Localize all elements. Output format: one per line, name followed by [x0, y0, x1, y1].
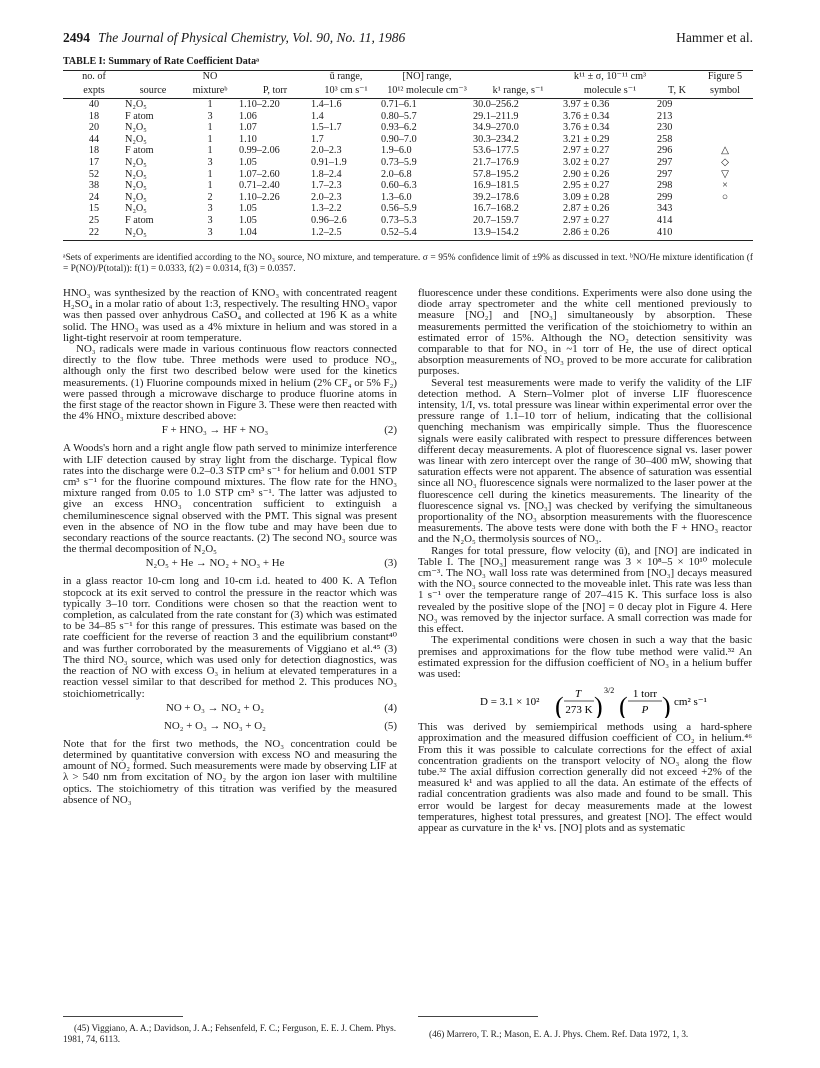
cell-pressure: 1.05 [239, 203, 257, 215]
cell-k1-range: 21.7–176.9 [473, 156, 519, 168]
cell-velocity: 0.91–1.9 [311, 156, 347, 168]
author-running-head: Hammer et al. [676, 30, 753, 45]
table-row [63, 192, 753, 204]
cell-k11: 3.76 ± 0.34 [563, 122, 610, 134]
cell-pressure: 0.99–2.06 [239, 145, 280, 157]
table-row [63, 215, 753, 227]
table-bottom-rule [63, 240, 753, 241]
cell-mixture: 2 [207, 191, 213, 203]
cell-k1-range: 57.8–195.2 [473, 168, 519, 180]
cell-symbol: ◇ [721, 156, 729, 168]
cell-source: N₂O₅ [125, 168, 147, 180]
equation-number: (2) [384, 424, 397, 437]
cell-pressure: 1.07–2.60 [239, 168, 280, 180]
cell-velocity: 1.4 [311, 110, 324, 122]
col-head [125, 71, 181, 85]
cell-k1-range: 13.9–154.2 [473, 226, 519, 238]
col-head: molecule s⁻¹ [563, 85, 657, 99]
cell-velocity: 2.0–2.3 [311, 191, 342, 203]
right-column [418, 288, 752, 834]
running-header [63, 30, 753, 48]
cell-velocity: 1.5–1.7 [311, 122, 342, 134]
equation-2 [63, 425, 397, 439]
cell-no-range: 1.9–6.0 [381, 145, 412, 157]
cell-velocity: 1.3–2.2 [311, 203, 342, 215]
cell-source: F atom [125, 214, 154, 226]
table-row [63, 111, 753, 123]
paragraph: A Woods's horn and a right angle flow path served to minimize interference with LIF detection caused by stray light from the discharge. Typical flow rates into the discharge were 0.2–0.3 STP cm³ s⁻¹ for helium and 0.001 STP cm³ s⁻¹ for the fluorine compound mixtures. The flow rate for the HNO₃ mixture ranged from 0.05 to 1.0 STP cm³ s⁻¹. The latter was adjusted to give an excess HNO₃ concentration sufficient to extinguish a chemiluminescence signal observed with the PMT. This signal was present even in the absence of NO in the flow tube and may have been due to secondary reactions of the source reactants. (2) The second NO₃ source was the thermal decomposition of N₂O₅ [63, 442, 397, 556]
cell-velocity: 1.2–2.5 [311, 226, 342, 238]
col-head: Figure 5 [707, 71, 743, 82]
cell-expts: 40 [88, 99, 100, 110]
table-row [63, 169, 753, 181]
cell-mixture: 1 [207, 145, 213, 157]
cell-mixture: 1 [207, 168, 213, 180]
cell-k11: 2.97 ± 0.27 [563, 214, 610, 226]
cell-k11: 3.97 ± 0.36 [563, 99, 610, 110]
cell-mixture: 1 [207, 99, 213, 110]
table-row [63, 145, 753, 157]
paragraph: HNO₃ was synthesized by the reaction of KNO₃ with concentrated reagent H₂SO₄ in a molar ratio of about 1:3, respectively. The resulting HNO₃ vapor was then passed over anhydrous CaSO₄ and collected at 196 K as a white solid. The HNO₃ was used as a 4% mixture in helium and was stored in a light-tight reservoir at room temperature. [63, 287, 397, 344]
cell-source: N₂O₅ [125, 133, 147, 145]
cell-pressure: 0.71–2.40 [239, 180, 280, 192]
table-row [63, 227, 753, 241]
cell-no-range: 0.56–5.9 [381, 203, 417, 215]
cell-velocity: 2.0–2.3 [311, 145, 342, 157]
cell-symbol: ▽ [721, 168, 729, 180]
equation-3 [63, 558, 397, 572]
cell-k11: 2.95 ± 0.27 [563, 180, 610, 192]
cell-velocity: 1.7 [311, 133, 324, 145]
cell-k11: 3.76 ± 0.34 [563, 110, 610, 122]
cell-pressure: 1.05 [239, 156, 257, 168]
paragraph: in a glass reactor 10-cm long and 10-cm i.d. heated to 400 K. A Teflon stopcock at its exit served to control the pressure in the reactor which was typically 3–10 torr. Conditions were chosen so that the reaction went to completion, as calculated from the rate constant for (3) which was estimated to be 34–85 s⁻¹ for this range of pressures. This estimate was based on the rate coefficient for the reverse of reaction 3 and the equilibrium constant⁴⁰ and was further corroborated by the measurements of Viggiano et al.⁴⁵ (3) The third NO₃ source, which was used only for detection diagnostics, was the reaction of NO with excess O₃ in helium at elevated temperatures in a reaction vessel similar to that described for method 2. This produces NO₃ stoichiometrically: [63, 575, 397, 700]
cell-velocity: 0.96–2.6 [311, 214, 347, 226]
cell-symbol: △ [721, 145, 729, 157]
cell-temperature: 414 [657, 214, 673, 226]
footnote-rule [418, 1016, 538, 1017]
cell-no-range: 0.90–7.0 [381, 133, 417, 145]
cell-symbol [697, 134, 753, 146]
col-head [473, 71, 563, 85]
paragraph: This was derived by semiempirical methods using a hard-sphere approximation and the measured diffusion coefficient of CO₂ in helium.⁴⁶ From this it was possible to calculate corrections for the effect of axial concentration gradients on the transport velocity of NO₃ along the flow tube.³² The axial diffusion correction generally did not exceed +2% of the measured k¹ and was applied to all the data. An estimate of the effects of radial concentration gradients was also made and found to be small. This error would be largest for decay measurements made at the lowest temperatures, highest total pressures, and greatest [NO]. The effect would appear as curvature in the k¹ vs. [NO] plots and as systematic [418, 721, 752, 834]
cell-k11: 3.09 ± 0.28 [563, 191, 610, 203]
equation-number: (4) [384, 701, 397, 714]
table-title: TABLE I: Summary of Rate Coefficient Dataᵃ [63, 56, 260, 67]
cell-k1-range: 16.9–181.5 [473, 180, 519, 192]
rate-coefficient-table [63, 70, 753, 241]
cell-source: F atom [125, 110, 154, 122]
cell-symbol [697, 203, 753, 215]
equation-number: (3) [384, 557, 397, 570]
cell-source: N₂O₅ [125, 203, 147, 215]
cell-mixture: 3 [207, 214, 213, 226]
cell-expts: 18 [88, 145, 100, 157]
reference-46: (46) Marrero, T. R.; Mason, E. A. J. Phys. Chem. Ref. Data 1972, 1, 3. [429, 1029, 689, 1039]
left-paren: ( [555, 692, 564, 719]
reference-45: (45) Viggiano, A. A.; Davidson, J. A.; Fehsenfeld, F. C.; Ferguson, E. E. J. Chem. Phys. 1981, 74, 6113. [63, 1023, 397, 1044]
cell-no-range: 0.71–6.1 [381, 99, 417, 110]
equation-4 [63, 703, 397, 717]
col-head: NO [202, 71, 218, 82]
cell-symbol: × [722, 180, 728, 192]
numerator-torr: 1 torr [632, 688, 658, 701]
col-head: T, K [657, 85, 697, 99]
cell-k1-range: 16.7–168.2 [473, 203, 519, 215]
equation-units: cm² s⁻¹ [674, 696, 707, 709]
cell-expts: 52 [88, 168, 100, 180]
cell-velocity: 1.4–1.6 [311, 99, 342, 110]
cell-expts: 15 [88, 203, 100, 215]
cell-temperature: 209 [657, 99, 673, 110]
table-row [63, 122, 753, 134]
left-paren: ( [619, 692, 628, 719]
equation-lhs: D = 3.1 × 10² [480, 696, 540, 709]
paragraph: fluorescence under these conditions. Experiments were also done using the diode array spectrometer and the white cell mentioned previously to measure [NO₂] and [NO₃] simultaneously by absorption. These measurements permitted the verification of the stoichiometry to within an estimated error of 15%. Although the NO₂ detection sensitivity was comparable to that for NO₃ in ~1 torr of He, the use of direct optical absorption measurements of NO₃ proved to be more accurate for calibration purposes. [418, 287, 752, 378]
cell-mixture: 1 [207, 122, 213, 134]
table-header-row-2 [63, 85, 753, 99]
paragraph: Note that for the first two methods, the NO₃ concentration could be determined by quantitative conversion with excess NO and measuring the amount of NO₂ formed. Such measurements were made by observing LIF at λ > 540 nm from excitation of NO₂ by the argon ion laser with multiline optics. The stoichiometry of this titration was verified by the measured absence of NO₃ [63, 737, 397, 806]
cell-pressure: 1.05 [239, 214, 257, 226]
cell-pressure: 1.06 [239, 110, 257, 122]
cell-expts: 24 [88, 191, 100, 203]
table-header-row-1 [63, 71, 753, 85]
cell-temperature: 343 [657, 203, 673, 215]
col-head [239, 71, 311, 85]
cell-temperature: 299 [657, 191, 673, 203]
cell-symbol [697, 122, 753, 134]
col-head: P, torr [239, 85, 311, 99]
cell-no-range: 0.52–5.4 [381, 226, 417, 238]
cell-temperature: 258 [657, 133, 673, 145]
journal-citation: The Journal of Physical Chemistry, Vol. 90, No. 11, 1986 [98, 30, 406, 45]
paragraph: The experimental conditions were chosen in such a way that the basic premises and approximations for the flow tube method were valid.³² An estimated expression for the diffusion coefficient of NO₃ in a helium buffer was used: [418, 634, 752, 680]
page-number: 2494 [63, 30, 90, 45]
cell-temperature: 410 [657, 226, 673, 238]
cell-symbol [697, 227, 753, 241]
cell-expts: 18 [88, 110, 100, 122]
cell-k1-range: 29.1–211.9 [473, 110, 519, 122]
col-head: symbol [697, 85, 753, 99]
equation-text: NO₂ + O₃ → NO₃ + O₂ [164, 719, 266, 732]
cell-no-range: 0.73–5.9 [381, 156, 417, 168]
cell-k1-range: 30.0–256.2 [473, 99, 519, 110]
cell-k1-range: 39.2–178.6 [473, 191, 519, 203]
table-body [63, 99, 753, 241]
cell-k11: 2.97 ± 0.27 [563, 145, 610, 157]
equation-5 [63, 721, 397, 735]
cell-pressure: 1.10–2.26 [239, 191, 280, 203]
cell-temperature: 213 [657, 110, 673, 122]
cell-no-range: 0.60–6.3 [381, 180, 417, 192]
cell-no-range: 1.3–6.0 [381, 191, 412, 203]
cell-k1-range: 53.6–177.5 [473, 145, 519, 157]
table-row [63, 180, 753, 192]
cell-mixture: 1 [207, 180, 213, 192]
cell-k11: 3.02 ± 0.27 [563, 156, 610, 168]
cell-symbol: ○ [721, 191, 729, 203]
equation-text: NO + O₃ → NO₂ + O₂ [165, 701, 265, 714]
cell-expts: 22 [88, 226, 100, 238]
denominator-273: 273 K [565, 704, 593, 717]
cell-mixture: 3 [207, 226, 213, 238]
cell-expts: 20 [88, 122, 100, 134]
cell-k1-range: 30.3–234.2 [473, 133, 519, 145]
cell-pressure: 1.10 [239, 133, 257, 145]
cell-expts: 44 [88, 133, 100, 145]
right-paren: ) [662, 692, 671, 719]
col-head: 10¹² molecule cm⁻³ [381, 85, 473, 99]
cell-source: N₂O₅ [125, 99, 147, 110]
numerator-t: T [574, 688, 582, 701]
cell-expts: 17 [88, 156, 100, 168]
cell-temperature: 230 [657, 122, 673, 134]
col-head: ū range, [329, 71, 363, 82]
equation-text: F + HNO₃ → HF + NO₃ [161, 424, 269, 437]
cell-k11: 2.87 ± 0.26 [563, 203, 610, 215]
col-head: k¹¹ ± σ, 10⁻¹¹ cm³ [573, 71, 647, 82]
cell-k11: 2.90 ± 0.26 [563, 168, 610, 180]
cell-pressure: 1.07 [239, 122, 257, 134]
cell-mixture: 1 [207, 133, 213, 145]
cell-mixture: 3 [207, 156, 213, 168]
cell-temperature: 296 [657, 145, 673, 157]
cell-source: F atom [125, 145, 154, 157]
cell-velocity: 1.8–2.4 [311, 168, 342, 180]
cell-velocity: 1.7–2.3 [311, 180, 342, 192]
cell-expts: 25 [88, 214, 100, 226]
cell-expts: 38 [88, 180, 100, 192]
right-paren: ) [594, 692, 603, 719]
cell-k1-range: 20.7–159.7 [473, 214, 519, 226]
cell-pressure: 1.04 [239, 226, 257, 238]
exponent: 3/2 [604, 686, 615, 696]
cell-symbol [697, 215, 753, 227]
equation-text: N₂O₅ + He → NO₂ + NO₃ + He [145, 557, 285, 570]
cell-temperature: 298 [657, 180, 673, 192]
table-row [63, 157, 753, 169]
cell-temperature: 297 [657, 168, 673, 180]
cell-source: N₂O₅ [125, 191, 147, 203]
equation-number: (5) [384, 719, 397, 732]
cell-symbol [697, 99, 753, 111]
footnote-rule [63, 1016, 183, 1017]
cell-no-range: 0.93–6.2 [381, 122, 417, 134]
cell-temperature: 297 [657, 156, 673, 168]
denominator-p: P [641, 704, 649, 717]
table-row [63, 203, 753, 215]
cell-k1-range: 34.9–270.0 [473, 122, 519, 134]
col-head: source [125, 85, 181, 99]
cell-mixture: 3 [207, 110, 213, 122]
table-row [63, 134, 753, 146]
paragraph: NO₃ radicals were made in various continuous flow reactors connected directly to the flow tube. Three methods were used to produce NO₃, although only the first two described below were used for the kinetics measurements. (1) Fluorine compounds mixed in helium (2% CF₄ or 5% F₂) were passed through a microwave discharge to produce fluorine atoms in the first stage of the reactor shown in Figure 3. These were then reacted with the 4% HNO₃ mixture described above: [63, 343, 397, 423]
cell-k11: 2.86 ± 0.26 [563, 226, 610, 238]
paragraph: Several test measurements were made to verify the validity of the LIF detection method. A Stern–Volmer plot of inverse LIF fluorescence intensity, 1/I, vs. total pressure was linear within experimental error over the pressure range of 1.1–10 torr of helium, indicating that the collisional quenching mechanism was empirically simple. Thus the fluorescence signals were easily calibrated with respect to pressure differences between different decay measurements. A plot of fluorescence signal vs. laser power was linear with zero intercept over the range of 30–400 mW, showing that saturation effects were not apparent. The absence of saturation was essential since all NO₃ fluorescence signals were normalized to the laser power at the fluorescence cell during the kinetics measurements. The linearity of the fluorescence signal vs. [NO₃] was checked by verifying the simultaneous proportionality of the NO₃ absorption measurements with the fluorescence measurements. The above tests were done with both the F + HNO₃ reactor and the N₂O₅ thermolysis sources of NO₃. [418, 376, 752, 546]
cell-source: N₂O₅ [125, 156, 147, 168]
cell-pressure: 1.10–2.20 [239, 99, 280, 110]
cell-symbol [697, 111, 753, 123]
cell-mixture: 3 [207, 203, 213, 215]
cell-k11: 3.21 ± 0.29 [563, 133, 610, 145]
cell-no-range: 0.80–5.7 [381, 110, 417, 122]
col-head: mixtureᵇ [181, 85, 239, 99]
col-head: [NO] range, [402, 71, 452, 82]
col-head: no. of [82, 71, 106, 82]
col-head: expts [63, 85, 125, 99]
col-head [657, 71, 697, 85]
cell-no-range: 2.0–6.8 [381, 168, 412, 180]
paragraph: Ranges for total pressure, flow velocity (ū), and [NO] are indicated in Table I. The [NO₃] measurement range was 3 × 10⁸–5 × 10¹⁰ molecule cm⁻³. The NO₃ wall loss rate was determined from [NO₃] decays measured with the NO₃ source connected to the moveable inlet. This rate was less than 1 s⁻¹ over the temperature range of 207–415 K. This surface loss is also revealed by the positive slope of the [NO] = 0 decay plot in Figure 4. Here NO₃ was removed by the injector surface. A small correction was made for this effect. [418, 544, 752, 636]
table-row [63, 99, 753, 111]
cell-source: N₂O₅ [125, 180, 147, 192]
table-footnote: ᵃSets of experiments are identified according to the NO₃ source, NO mixture, and temperature. σ = 95% confidence limit of ±9% as discussed in text. ᵇNO/He mixture identification (f = P(NO)/P(total)): f(1) = 0.0333, f(2) = 0.0314, f(3) = 0.0357. [63, 253, 753, 275]
left-column [63, 288, 397, 806]
cell-no-range: 0.73–5.3 [381, 214, 417, 226]
cell-source: N₂O₅ [125, 122, 147, 134]
diffusion-equation [418, 684, 752, 718]
col-head: k¹ range, s⁻¹ [473, 85, 563, 99]
diffusion-equation-figure [418, 684, 752, 718]
cell-source: N₂O₅ [125, 226, 147, 238]
col-head: 10³ cm s⁻¹ [311, 85, 381, 99]
